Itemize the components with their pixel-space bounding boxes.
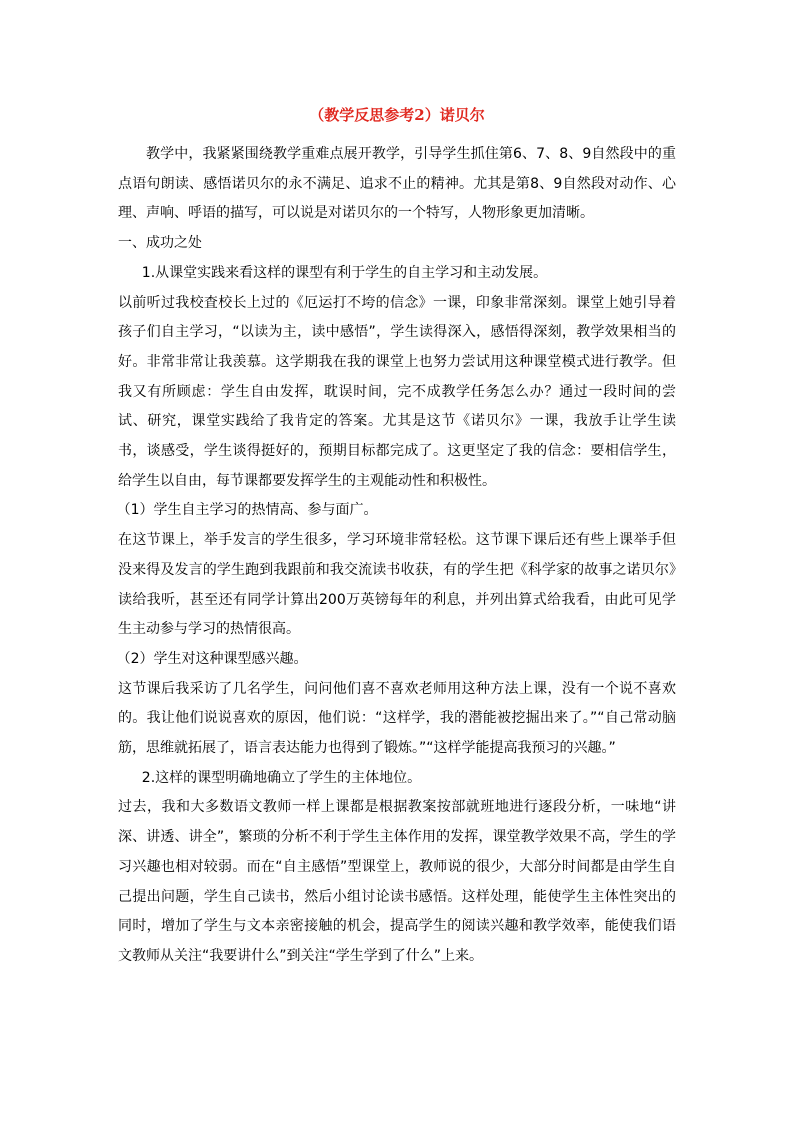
section-heading-success: 一、成功之处 bbox=[118, 235, 202, 252]
subpoint-2-heading: （2）学生对这种课型感兴趣。 bbox=[116, 650, 308, 667]
point-2-paragraph: 过去，我和大多数语文教师一样上课都是根据教案按部就班地进行逐段分析，一味地“讲深、讲透、讲全”，繁琐的分析不利于学生主体作用的发挥，课堂教学效果不高，学生的学习兴趣也相对较弱。而在“自主感悟”型课堂上，教师说的很少，大部分时间都是由学生自己提出问题，学生自己读书，然后小组讨论读书感悟。这样处理，能使学生主体性突出的同时，增加了学生与文本亲密接触的机会，提高学生的阅读兴趣和教学效率，能使我们语文教师从关注“我要讲什么”到关注“学生学到了什么”上来。 bbox=[118, 799, 676, 964]
intro-paragraph: 教学中，我紧紧围绕教学重难点展开教学，引导学生抓住第6、7、8、9自然段中的重点语句朗读、感悟诺贝尔的永不满足、追求不止的精神。尤其是第8、9自然段对动作、心理、声响、呼语的描写，可以说是对诺贝尔的一个特写，人物形象更加清晰。 bbox=[118, 146, 676, 222]
point-1-heading: 1.从课堂实践来看这样的课型有利于学生的自主学习和主动发展。 bbox=[141, 264, 548, 281]
document-body bbox=[118, 140, 676, 972]
subpoint-1-heading: （1）学生自主学习的热情高、参与面广。 bbox=[116, 502, 378, 519]
point-2-heading: 2.这样的课型明确地确立了学生的主体地位。 bbox=[141, 769, 422, 786]
document-title: （教学反思参考2）诺贝尔 bbox=[309, 106, 485, 124]
subpoint-1-paragraph: 在这节课上，举手发言的学生很多，学习环境非常轻松。这节课下课后还有些上课举手但没来得及发言的学生跑到我跟前和我交流读书收获，有的学生把《科学家的故事之诺贝尔》读给我听，甚至还有同学计算出200万英镑每年的利息，并列出算式给我看，由此可见学生主动参与学习的热情很高。 bbox=[118, 532, 676, 638]
point-1-paragraph: 以前听过我校査校长上过的《厄运打不垮的信念》一课，印象非常深刻。课堂上她引导着孩子们自主学习，“以读为主，读中感悟”，学生读得深入，感悟得深刻，教学效果相当的好。非常非常让我羡慕。这学期我在我的课堂上也努力尝试用这种课堂模式进行教学。但我又有所顾虑：学生自由发挥，耽误时间，完不成教学任务怎么办？通过一段时间的尝试、研究，课堂实践给了我肯定的答案。尤其是这节《诺贝尔》一课，我放手让学生读书，谈感受，学生谈得挺好的，预期目标都完成了。这更坚定了我的信念：要相信学生，给学生以自由，每节课都要发挥学生的主观能动性和积极性。 bbox=[118, 294, 676, 489]
subpoint-2-paragraph: 这节课后我采访了几名学生，问问他们喜不喜欢老师用这种方法上课，没有一个说不喜欢的。我让他们说说喜欢的原因，他们说：“这样学，我的潜能被挖掘出来了。”“自己常动脑筋，思维就拓展了，语言表达能力也得到了锻炼。”“这样学能提高我预习的兴趣。” bbox=[118, 680, 676, 757]
